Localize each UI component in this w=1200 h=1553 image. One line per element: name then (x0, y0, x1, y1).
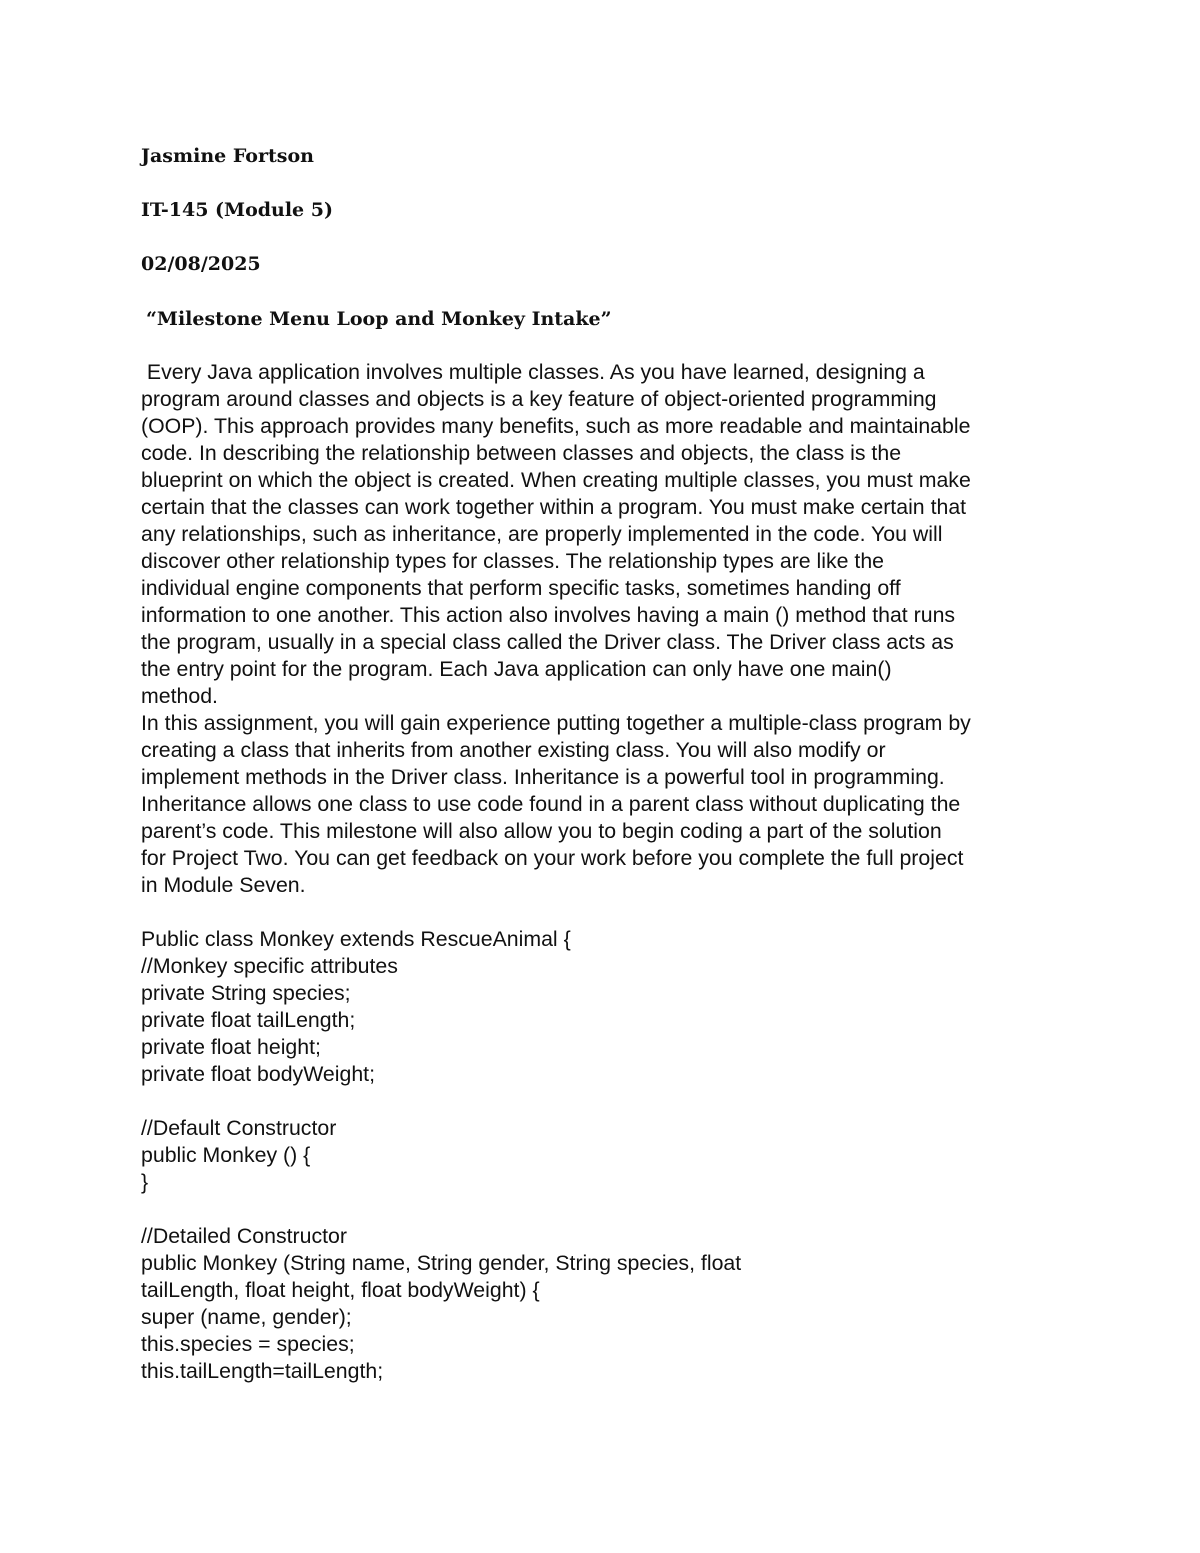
text-line: Inheritance allows one class to use code found in a parent class without duplicating the (141, 792, 961, 816)
text-line: blueprint on which the object is created. When creating multiple classes, you must make (141, 468, 971, 492)
document-title: “Milestone Menu Loop and Monkey Intake” (146, 308, 612, 330)
blank-line (141, 899, 1081, 926)
blank-line (141, 1196, 1081, 1223)
text-line: the entry point for the program. Each Java application can only have one main() (141, 657, 892, 681)
code-line: //Default Constructor (141, 1116, 337, 1140)
document-date: 02/08/2025 (141, 253, 261, 275)
text-line: certain that the classes can work together within a program. You must make certain that (141, 495, 967, 519)
code-line: this.species = species; (141, 1332, 355, 1356)
course-name: IT-145 (Module 5) (141, 199, 333, 221)
code-line: private float bodyWeight; (141, 1062, 376, 1086)
text-line: program around classes and objects is a key feature of object-oriented programming (141, 387, 937, 411)
blank-line (141, 1088, 1081, 1115)
code-default-constructor (141, 1115, 1081, 1196)
code-line: super (name, gender); (141, 1305, 352, 1329)
text-line: creating a class that inherits from another existing class. You will also modify or (141, 738, 886, 762)
code-line: Public class Monkey extends RescueAnimal { (141, 927, 571, 951)
text-line: In this assignment, you will gain experience putting together a multiple-class program by (141, 711, 971, 735)
code-class-declaration (141, 926, 1081, 1088)
code-line: private float height; (141, 1035, 321, 1059)
code-line: //Monkey specific attributes (141, 954, 398, 978)
code-detailed-constructor (141, 1223, 1081, 1385)
document-body (141, 359, 1081, 1385)
code-line: //Detailed Constructor (141, 1224, 347, 1248)
text-line: implement methods in the Driver class. Inheritance is a powerful tool in programming. (141, 765, 945, 789)
code-line: this.tailLength=tailLength; (141, 1359, 384, 1383)
text-line: the program, usually in a special class called the Driver class. The Driver class acts as (141, 630, 954, 654)
code-line: tailLength, float height, float bodyWeight) { (141, 1278, 540, 1302)
code-line: private float tailLength; (141, 1008, 356, 1032)
text-line: information to one another. This action also involves having a main () method that runs (141, 603, 956, 627)
code-line: public Monkey () { (141, 1143, 311, 1167)
text-line: discover other relationship types for classes. The relationship types are like the (141, 549, 885, 573)
text-line: method. (141, 684, 218, 708)
text-line: any relationships, such as inheritance, are properly implemented in the code. You will (141, 522, 943, 546)
code-line: private String species; (141, 981, 351, 1005)
text-line: for Project Two. You can get feedback on your work before you complete the full project (141, 846, 964, 870)
author-name: Jasmine Fortson (141, 145, 314, 167)
text-line: (OOP). This approach provides many benefits, such as more readable and maintainable (141, 414, 971, 438)
code-line: public Monkey (String name, String gender, String species, float (141, 1251, 742, 1275)
text-line: code. In describing the relationship between classes and objects, the class is the (141, 441, 902, 465)
text-line: individual engine components that perform specific tasks, sometimes handing off (141, 576, 901, 600)
paragraph-assignment (141, 710, 1081, 899)
text-line: in Module Seven. (141, 873, 306, 897)
paragraph-intro (141, 359, 1081, 710)
text-line: parent’s code. This milestone will also allow you to begin coding a part of the solution (141, 819, 942, 843)
code-line: } (141, 1170, 149, 1194)
text-line: Every Java application involves multiple classes. As you have learned, designing a (141, 360, 925, 384)
